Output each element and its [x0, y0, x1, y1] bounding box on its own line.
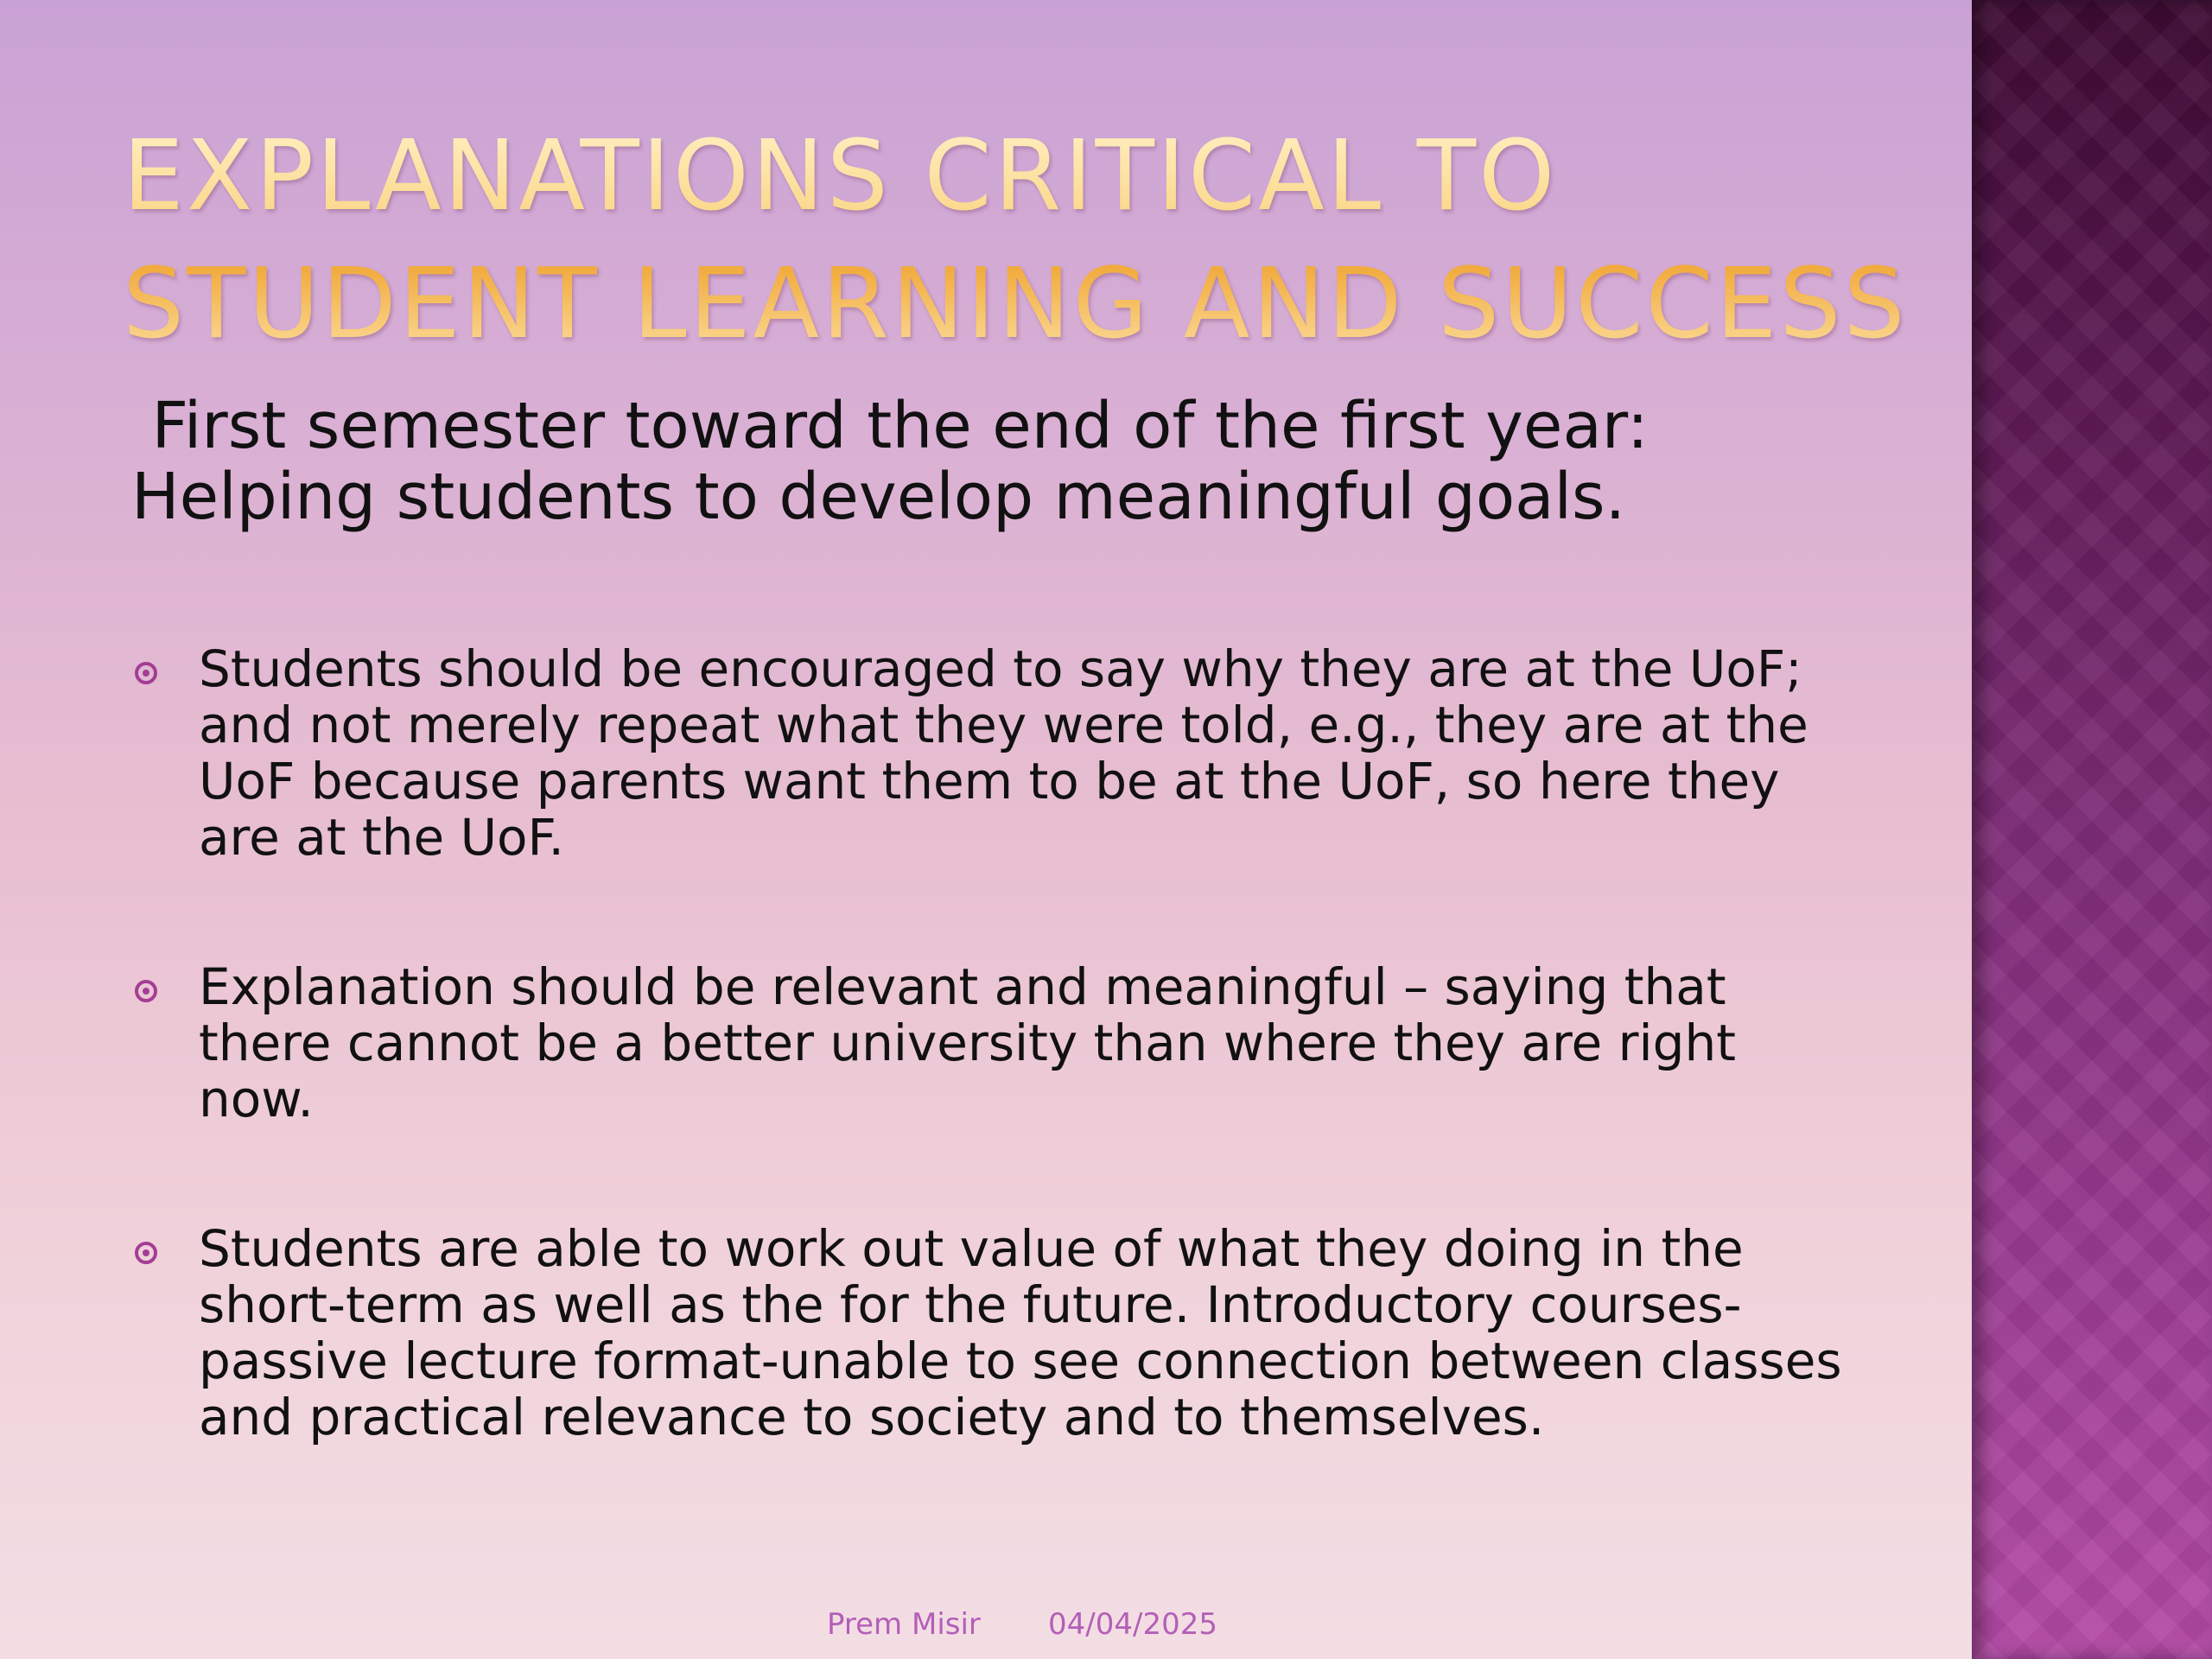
decorative-side-panel	[1972, 0, 2212, 1659]
footer-date: 04/04/2025	[1048, 1607, 1217, 1642]
circle-bullet-icon	[135, 662, 157, 684]
bullet-text: Students should be encouraged to say why they are at the UoF; and not merely repeat what they were told, e.g., they are at the UoF because parents want them to be at the UoF, so here they are at the UoF.	[199, 639, 1808, 867]
bullet-item	[131, 641, 1859, 866]
bullet-item	[131, 959, 1859, 1128]
slide-title: EXPLANATIONS CRITICAL TO STUDENT LEARNING AND SUCCESS	[123, 112, 1937, 368]
bullet-text: Explanation should be relevant and meaningful – saying that there cannot be a better university than where they are right now.	[199, 957, 1736, 1128]
bullet-list	[131, 641, 1859, 1446]
circle-bullet-icon	[135, 980, 157, 1002]
slide-subtitle: First semester toward the end of the first year: Helping students to develop meaningful goals.	[131, 389, 1649, 534]
bullet-text: Students are able to work out value of what they doing in the short-term as well as the for the future. Introductory courses-passive lecture format-unable to see connection between classes and practical relevance to society and to themselves.	[199, 1219, 1842, 1446]
bullet-item	[131, 1221, 1859, 1446]
circle-bullet-icon	[135, 1242, 157, 1264]
footer-author: Prem Misir	[827, 1607, 981, 1642]
